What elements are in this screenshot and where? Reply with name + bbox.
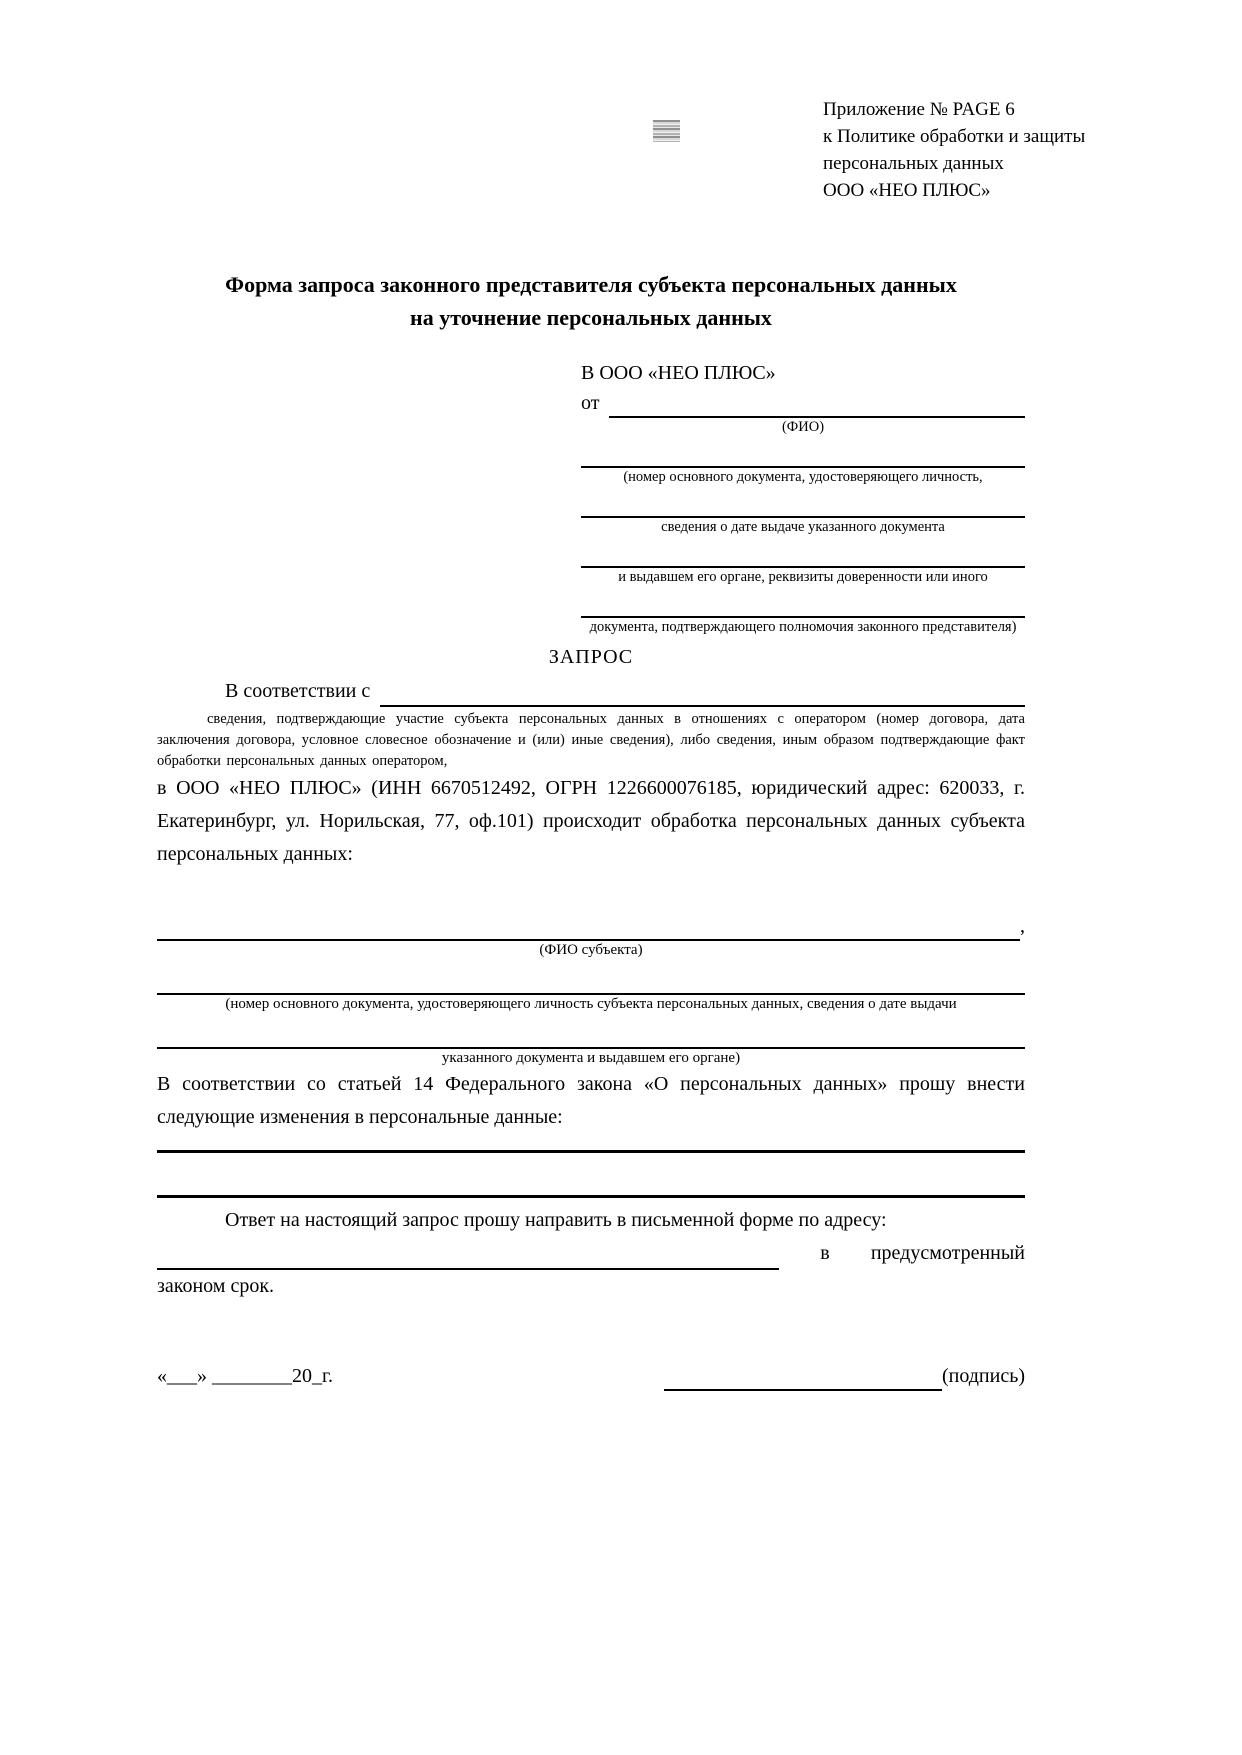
answer-paragraph: Ответ на настоящий запрос прошу направить в письменной форме по адресу: [225,1209,887,1231]
subject-doc-caption-1: (номер основного документа, удостоверяющего личность субъекта персональных данных, сведения о дате выдачи [225,996,957,1012]
date-line: «___» ________20_г. [157,1365,333,1387]
blank-line [581,586,1025,618]
appendix-header [823,96,1085,204]
intro-row [157,676,1025,707]
form-title [157,268,1025,334]
blank-line [157,1153,1025,1198]
fio-caption: (ФИО) [781,419,825,435]
embedded-image-artifact-icon [653,120,680,142]
addressee-block [581,358,1025,636]
form-title-line-2: на уточнение персональных данных [410,305,772,330]
answer-tail-word-1: в [820,1242,830,1264]
form-title-line-1: Форма запроса законного представителя субъекта персональных данных [225,272,957,297]
answer-address-row [157,1237,1025,1270]
document-content [157,268,1025,1391]
blank-line [157,1134,1025,1153]
article-paragraph: В соответствии со статьей 14 Федерального закона «О персональных данных» прошу внести следующие изменения в персональные данные: [157,1073,1025,1128]
appendix-line-3: персональных данных [823,153,1004,174]
from-label: от [581,392,600,414]
signature-group [664,1361,1025,1391]
address-blank-line [157,1237,779,1270]
addressee-to: В ООО «НЕО ПЛЮС» [581,362,776,384]
appendix-line-2: к Политике обработки и защиты [823,126,1086,147]
blank-line [157,960,1025,995]
signature-blank-line [664,1361,942,1391]
blank-line [157,1014,1025,1049]
subject-fio-row [157,911,1025,941]
blank-line [581,536,1025,568]
blank-line-caption: и выдавшем его органе, реквизиты доверенности или иного [618,569,988,585]
answer-last-line: законом срок. [157,1275,275,1297]
request-heading: ЗАПРОС [548,646,634,668]
intro-blank-line [380,705,1025,707]
intro-footnote: сведения, подтверждающие участие субъекта персональных данных в отношениях с оператором (номер договора, дата заключения договора, условное словесное обозначение и (или) иные сведения), либо сведения, иным образом подтверждающие факт обработки персональных данных оператором, [157,711,1025,769]
signature-caption: (подпись) [941,1365,1025,1387]
addressee-from-row [581,388,1025,418]
subject-fio-caption: (ФИО субъекта) [539,942,643,958]
blank-line-caption: документа, подтверждающего полномочия законного представителя) [589,619,1017,635]
answer-tail-word-2: предусмотренный [870,1242,1025,1264]
subject-line-comma: , [1020,915,1025,937]
date-signature-row [157,1361,1025,1391]
blank-line [581,436,1025,468]
appendix-line-1: Приложение № PAGE 6 [823,99,1015,120]
blank-line [581,486,1025,518]
intro-label: В соответствии с [225,680,371,702]
blank-line-caption: сведения о дате выдаче указанного документа [661,519,945,535]
blank-line-caption: (номер основного документа, удостоверяющего личность, [623,469,983,485]
appendix-line-4: ООО «НЕО ПЛЮС» [823,180,991,201]
subject-doc-caption-2: указанного документа и выдавшем его органе) [441,1050,741,1066]
operator-paragraph: в ООО «НЕО ПЛЮС» (ИНН 6670512492, ОГРН 1226600076185, юридический адрес: 620033, г. Екатеринбург, ул. Норильская, 77, оф.101) происходит обработка персональных данных субъекта персональных данных: [157,777,1025,865]
